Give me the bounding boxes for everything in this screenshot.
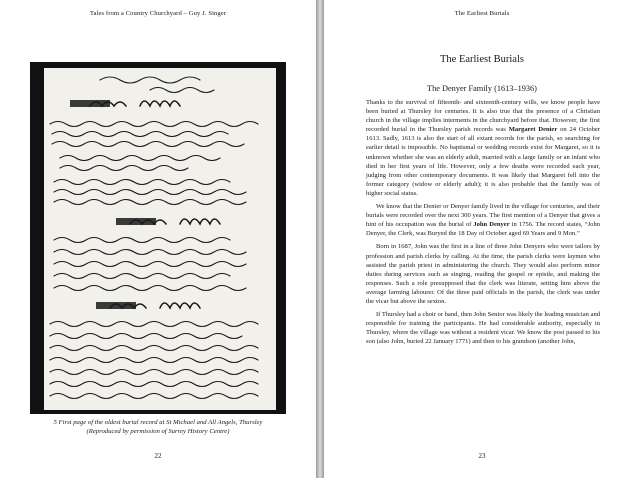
paragraph-2-text-a: We know that the Denier or Denyer family lived in the village for centuries, and their burials were recorded over the next 300 years. The first mention of a Denyer that gives a hint of his occupation was the burial of: [366, 203, 600, 229]
manuscript-handwriting: [30, 62, 286, 414]
right-page: [324, 0, 640, 478]
burial-register-image: [30, 62, 286, 414]
book-gutter: [316, 0, 324, 478]
left-page: [0, 0, 316, 478]
paragraph-2: [366, 202, 600, 238]
paragraph-4: If Thursley had a choir or band, then John Senior was likely the leading musician and responsible for training the participants. He had considerable authority, especially in Thursley, where the village was without a resident vicar. We know the post passed to his son (also John, buried 22 January 1771) and then to his grandson (another John,: [366, 311, 600, 346]
body-text: [366, 98, 600, 346]
name-margaret-denier: Margaret Denier: [508, 126, 558, 134]
figure-caption-line1: 5 First page of the oldest burial record at St Michael and All Angels, Thursley: [53, 419, 263, 426]
paragraph-2-text-c: in 1756. The record states, “John Denyer, the Clerk, was Buryed the 18 Day of October aged 69 Years and 9 Mon.”: [366, 221, 600, 238]
paragraph-1-text-a: Thanks to the survival of fifteenth- and sixteenth-century wills, we know people have been buried at Thursley for centuries. It is also true that the presence of a Christian church in the village implies interments in the churchyard before that. However, the first recorded burial in the Thursley parish records was: [366, 99, 600, 134]
left-running-head: Tales from a Country Churchyard – Guy J. Singer: [89, 10, 227, 17]
paragraph-3: Born in 1687, John was the first in a line of three John Denyers who were tailors by profession and parish clerks by calling. At the time, the parish clerks were laymen who assisted the parish priest in administering the church. They would also perform minor duties during services such as singing, reading the gospel or epistle, and making the responses. Such a role presupposed that the clerk was literate, setting him above the average farming labourer. Of the three paid officials in the parish, the clerk was under the vicar but above the sexton.: [366, 243, 600, 305]
right-page-number: 23: [478, 452, 486, 460]
left-page-number: 22: [154, 452, 162, 460]
figure-caption-line2: (Reproduced by permission of Surrey History Centre): [86, 428, 230, 436]
figure-caption: [24, 418, 292, 437]
section-title: The Denyer Family (1613–1936): [427, 84, 537, 93]
chapter-title: The Earliest Burials: [440, 54, 524, 65]
right-running-head: The Earliest Burials: [454, 10, 510, 17]
paragraph-1: [366, 98, 600, 198]
paragraph-1-text-c: on 24 October 1613. Sadly, 1613 is also the start of all extant records for the parish, so searching for earlier detail is impossible. No baptismal or wedding records exist for Margaret, so it is unknown whether she was an elderly adult, married with a large family or an infant who died in her first years of life. However, only a few deaths were recorded each year, judging from other contemporary documents. It was likely that Margaret fell into the former category (widow or elderly adult); it is also probable that the family was of higher social status.: [366, 126, 600, 197]
name-john-denyer: John Denyer: [473, 221, 510, 229]
